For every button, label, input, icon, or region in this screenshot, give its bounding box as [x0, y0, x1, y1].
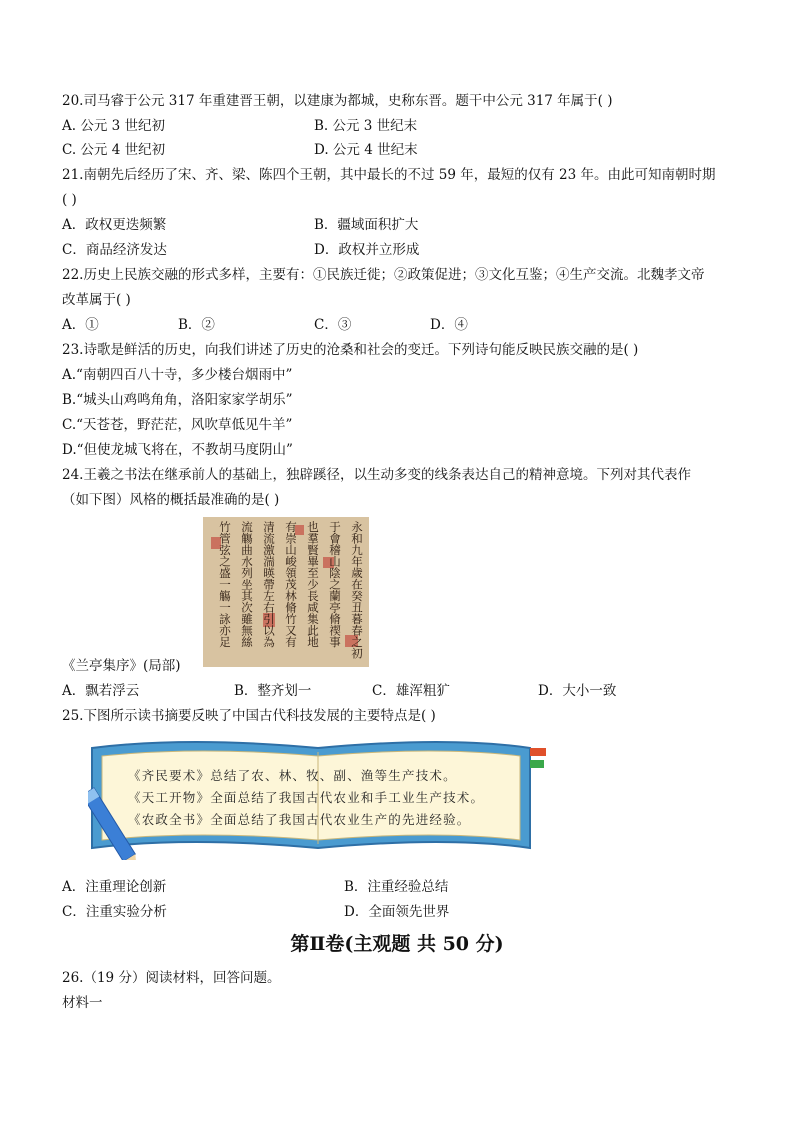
q25-option-a: A．注重理论创新 [62, 879, 167, 895]
q25-option-d: D．全面领先世界 [344, 904, 450, 920]
calligraphy-column: 于會稽山陰之蘭亭脩禊事 [328, 521, 342, 648]
q25-stem: 25.下图所示读书摘要反映了中国古代科技发展的主要特点是( ) [62, 708, 436, 724]
calligraphy-column: 永和九年歲在癸丑暮春之初 [350, 521, 364, 659]
calligraphy-column: 流觴曲水列坐其次雖無絲 [240, 521, 254, 648]
q25-option-c: C．注重实验分析 [62, 904, 167, 920]
q21-option-d: D．政权并立形成 [314, 242, 420, 258]
q23-option-a: A.“南朝四百八十寺，多少楼台烟雨中” [62, 367, 293, 383]
q22-option-d: D．④ [430, 317, 468, 333]
q20-option-b: B. 公元 3 世纪末 [314, 118, 418, 134]
q21-option-b: B．疆域面积扩大 [314, 217, 419, 233]
lanting-calligraphy-image [203, 517, 369, 667]
q23-option-d: D.“但使龙城飞将在，不教胡马度阴山” [62, 442, 293, 458]
q21-stem-line2: ( ) [62, 192, 77, 208]
calligraphy-column: 清流激湍暎帶左右引以為 [262, 521, 276, 648]
q24-option-d: D．大小一致 [538, 683, 617, 699]
calligraphy-column: 有崇山峻領茂林脩竹又有 [284, 521, 298, 648]
q24-stem-line2: （如下图）风格的概括最准确的是( ) [62, 492, 280, 508]
q23-option-c: C.“天苍苍，野茫茫，风吹草低见牛羊” [62, 417, 293, 433]
q20-option-a: A. 公元 3 世纪初 [62, 118, 166, 134]
q26-material-label: 材料一 [62, 995, 103, 1011]
q21-option-c: C．商品经济发达 [62, 242, 167, 258]
q25-option-b: B．注重经验总结 [344, 879, 449, 895]
q24-image-caption: 《兰亭集序》(局部) [62, 658, 181, 674]
q24-option-c: C．雄浑粗犷 [372, 683, 450, 699]
q22-stem-line1: 22.历史上民族交融的形式多样，主要有：①民族迁徙；②政策促进；③文化互鉴；④生产交流。北魏孝文帝 [62, 267, 705, 283]
q22-option-c: C．③ [314, 317, 352, 333]
calligraphy-column: 竹管弦之盛一觴一詠亦足 [218, 521, 232, 648]
q20-stem: 20.司马睿于公元 317 年重建晋王朝，以建康为都城，史称东晋。题干中公元 317 年属于( ) [62, 93, 613, 109]
q22-stem-line2: 改革属于( ) [62, 292, 131, 308]
q20-option-d: D. 公元 4 世纪末 [314, 142, 418, 158]
q21-stem-line1: 21.南朝先后经历了宋、齐、梁、陈四个王朝，其中最长的不过 59 年，最短的仅有 23 年。由此可知南朝时期 [62, 167, 716, 183]
calligraphy-column: 也羣賢畢至少長咸集此地 [306, 521, 320, 648]
q21-option-a: A．政权更迭频繁 [62, 217, 167, 233]
q22-option-b: B．② [178, 317, 215, 333]
q26-stem: 26.（19 分）阅读材料，回答问题。 [62, 970, 281, 986]
q23-stem: 23.诗歌是鲜活的历史，向我们讲述了历史的沧桑和社会的变迁。下列诗句能反映民族交融的是( ) [62, 342, 639, 358]
q24-option-a: A．飘若浮云 [62, 683, 140, 699]
section-title: 第Ⅱ卷(主观题 共 50 分) [290, 933, 504, 955]
book-line-3: 《农政全书》全面总结了我国古代农业生产的先进经验。 [128, 812, 471, 827]
reading-notes-book-image [88, 738, 550, 860]
book-line-2: 《天工开物》全面总结了我国古代农业和手工业生产技术。 [128, 790, 485, 805]
book-line-1: 《齐民要术》总结了农、林、牧、副、渔等生产技术。 [128, 768, 457, 783]
q24-stem-line1: 24.王羲之书法在继承前人的基础上，独辟蹊径，以生动多变的线条表达自己的精神意境。下列对其代表作 [62, 467, 691, 483]
q20-option-c: C. 公元 4 世纪初 [62, 142, 166, 158]
q22-option-a: A．① [62, 317, 99, 333]
q24-option-b: B．整齐划一 [234, 683, 312, 699]
q23-option-b: B.“城头山鸡鸣角角，洛阳家家学胡乐” [62, 392, 293, 408]
